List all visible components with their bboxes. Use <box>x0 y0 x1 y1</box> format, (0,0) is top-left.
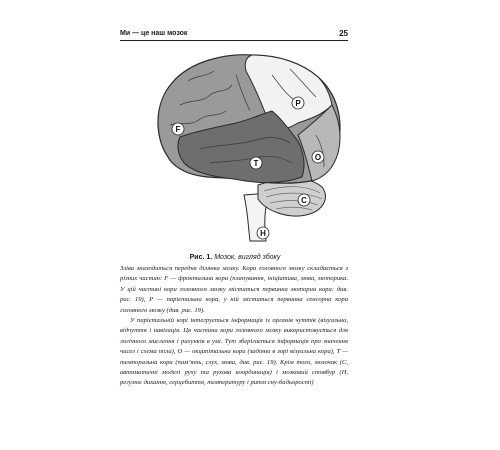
body-text <box>120 264 348 389</box>
svg-text:O: O <box>314 153 322 162</box>
svg-text:H: H <box>260 229 266 238</box>
figure-number: Рис. 1. <box>189 254 213 261</box>
paragraph: Зліва знаходиться передня ділянка мозку. Кора головного мозку складається з різних частин: F — фронтальна кора (планування, ініціатива, мова, моторика. У цій частині кори головного мозку міститься первинна моторна кора: див. рис. 19), P — парієтальна кора, у ній міститься первинна сенсорна кора головного мозку (див. рис. 19). <box>120 265 348 314</box>
paragraph: У парієтальній корі інтегрується інформація із органів чуттів (візуальна, відчуття і навігація. Ця частина кори головного мозку використовується для логічного мислення і рахунків в умі. Тут зберігається інформація про значення чисел і схема тіла), O — окципітальна кора (задіяна в зорі візуальна кора), T — темпоральна кора (пам’ять, слух, мова, див. рис. 19). Крім того, мозочок (C, автоматичні моделі руху та рухова координація) і мозковий стовбур (H, регулює дихання, серцебиття, температуру і ритм сну-бадьорості) <box>120 317 348 387</box>
brain-figure <box>140 45 360 245</box>
label-parietal <box>292 97 304 109</box>
running-head: Ми — це наш мозок <box>120 30 188 37</box>
label-brainstem <box>257 227 269 239</box>
label-occipital <box>312 151 324 163</box>
figure-caption <box>120 254 350 261</box>
figure-title: Мозок, вигляд збоку <box>214 254 281 261</box>
page-number: 25 <box>339 29 348 38</box>
brain-illustration <box>140 45 360 245</box>
label-temporal <box>250 157 262 169</box>
header-rule <box>120 40 348 41</box>
label-cerebellum <box>298 194 310 206</box>
label-frontal <box>172 123 184 135</box>
svg-text:F: F <box>175 125 181 134</box>
svg-text:T: T <box>253 159 259 168</box>
svg-text:P: P <box>295 99 301 108</box>
svg-text:C: C <box>301 196 307 205</box>
cerebellum <box>258 179 325 217</box>
